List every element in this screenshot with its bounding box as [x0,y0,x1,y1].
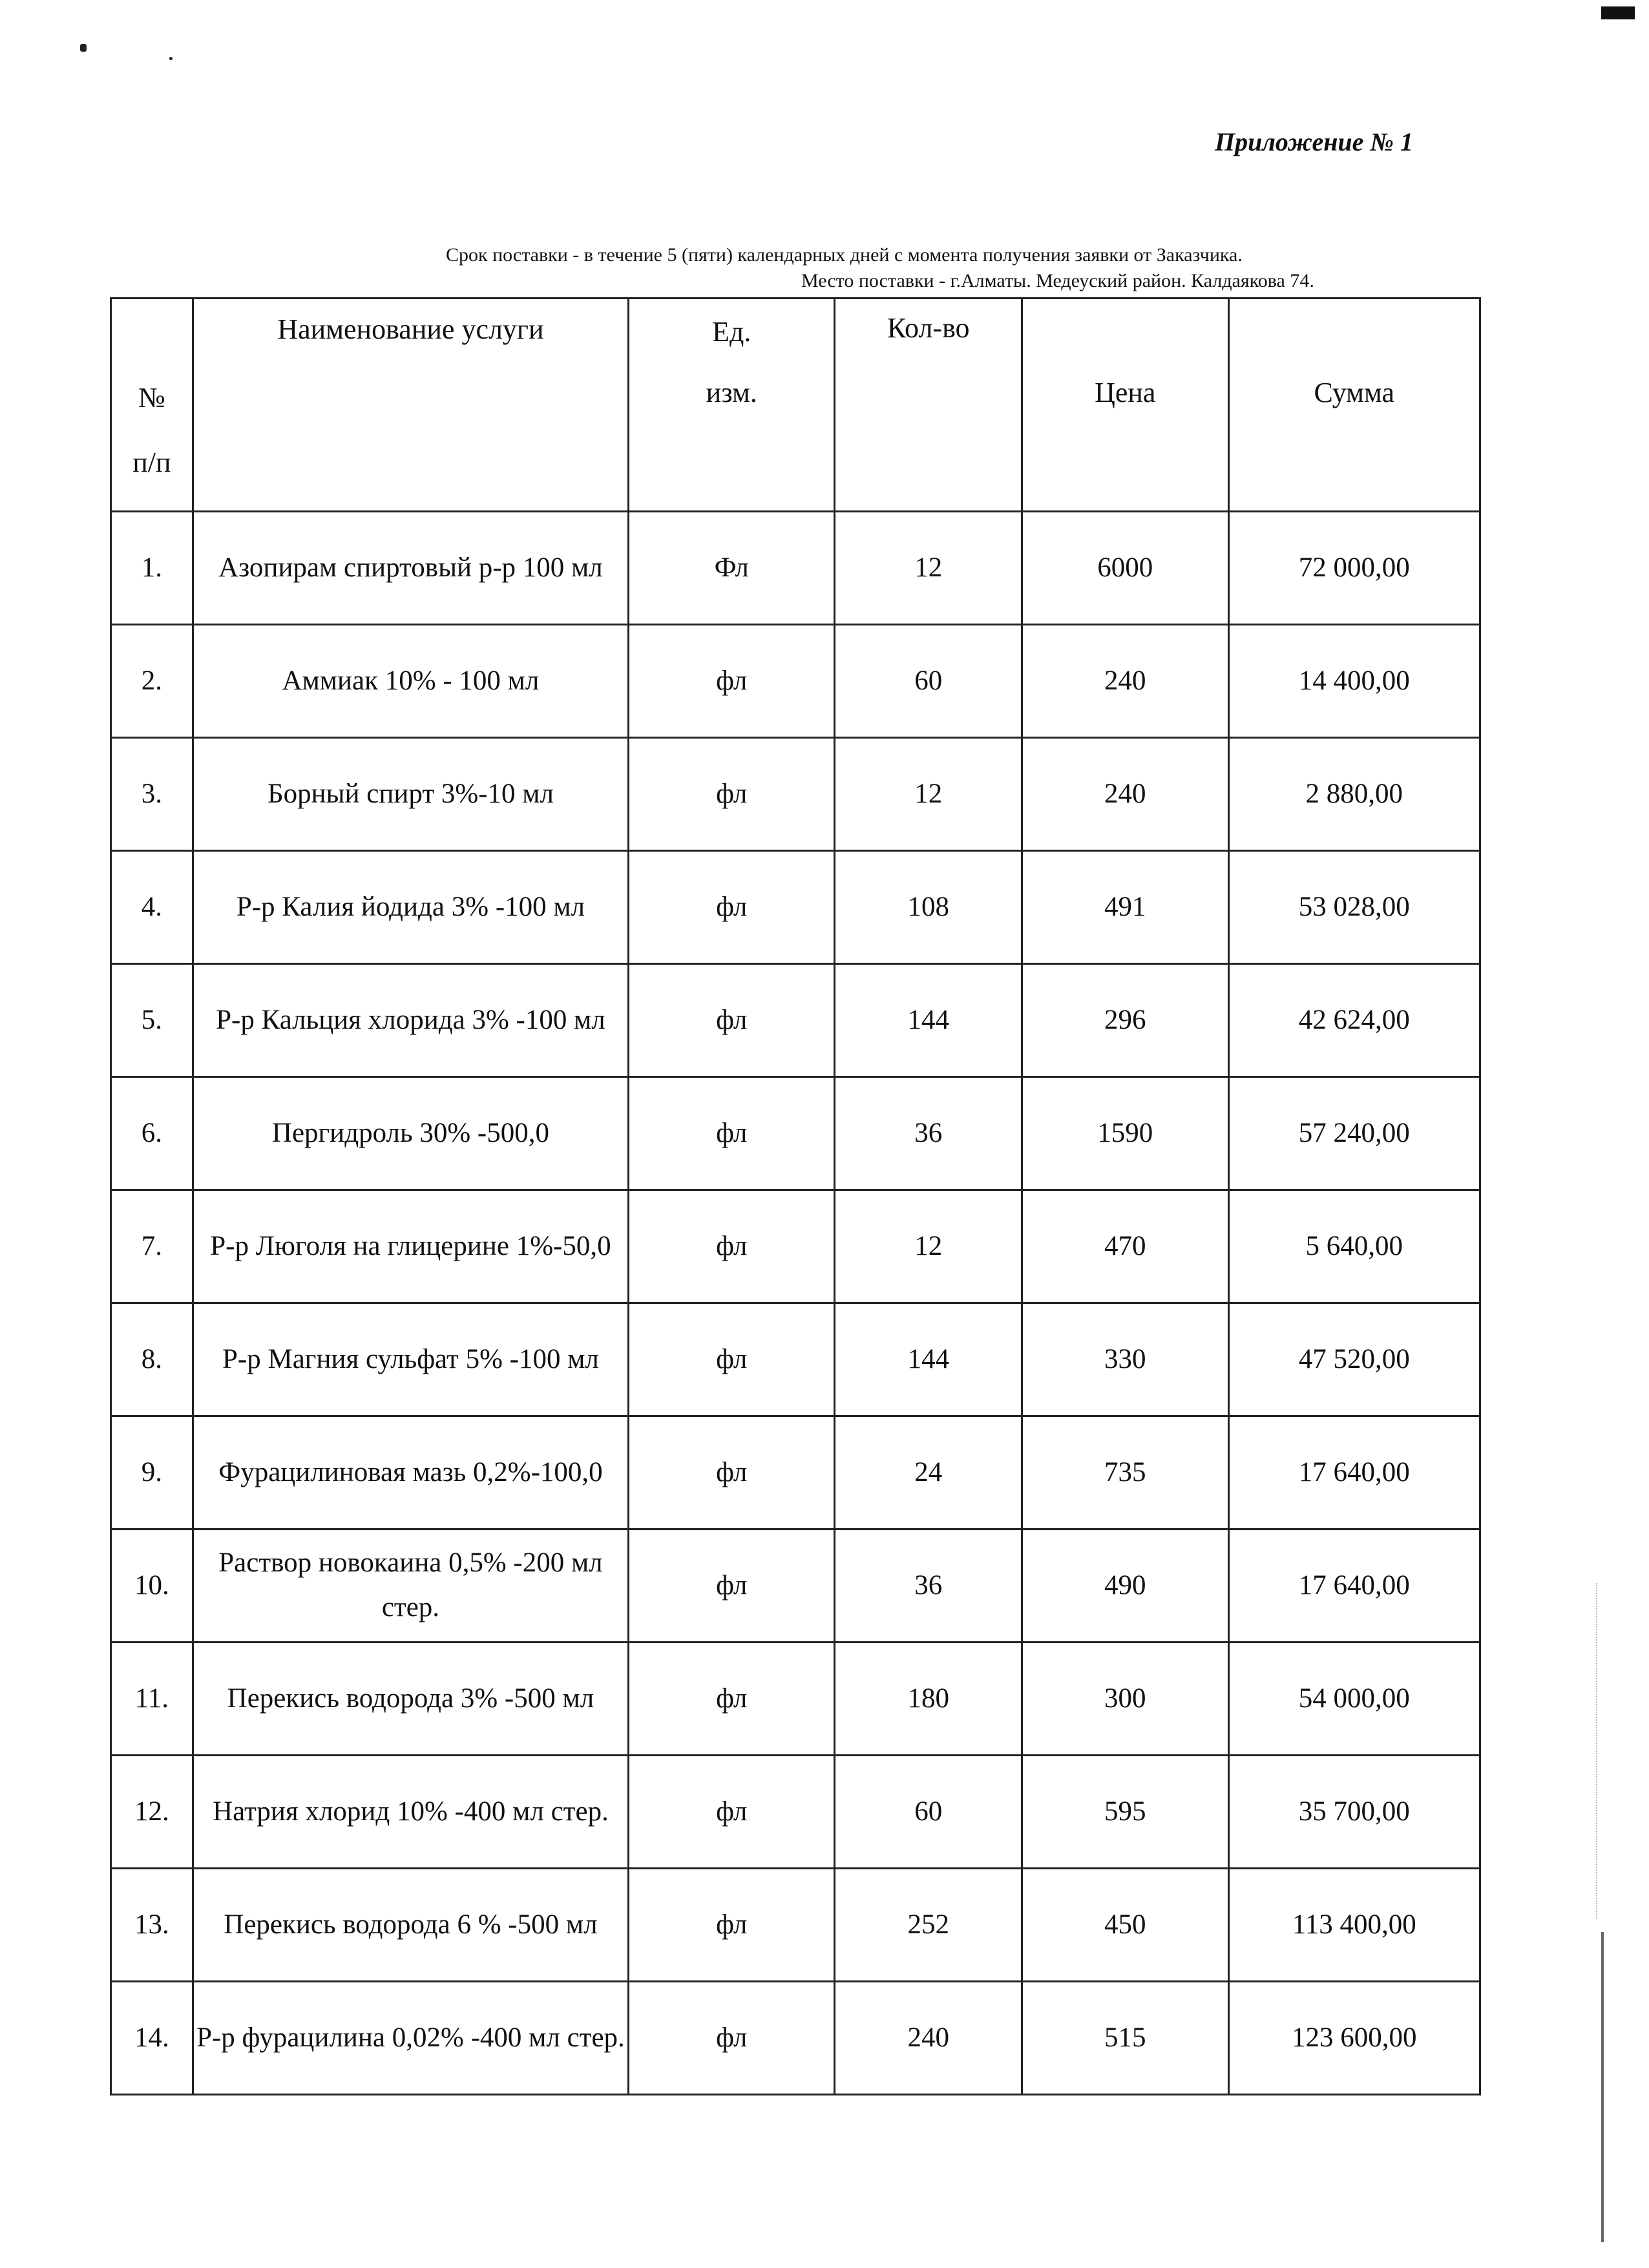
row-name: Борный спирт 3%-10 мл [193,738,628,851]
header-num [111,299,193,512]
row-price: 240 [1022,738,1229,851]
row-num: 1. [111,512,193,625]
row-name: Р-р Люголя на глицерине 1%-50,0 [193,1190,628,1303]
table-row [111,851,1480,964]
header-unit-line1: Ед. [712,316,751,348]
row-price: 735 [1022,1416,1229,1529]
row-price: 296 [1022,964,1229,1077]
row-price: 240 [1022,625,1229,738]
header-qty [835,299,1022,512]
header-name [193,299,628,512]
row-price: 490 [1022,1529,1229,1643]
row-unit: фл [629,1529,835,1643]
row-name: Азопирам спиртовый р-р 100 мл [193,512,628,625]
row-qty: 108 [835,851,1022,964]
row-num: 4. [111,851,193,964]
header-num-line2: п/п [132,446,171,478]
row-name: Р-р Магния сульфат 5% -100 мл [193,1303,628,1416]
row-price: 330 [1022,1303,1229,1416]
row-num: 11. [111,1643,193,1756]
scan-artifact-mark [1601,6,1635,19]
row-sum: 113 400,00 [1228,1869,1480,1982]
table-row [111,1190,1480,1303]
scan-artifact-dot [80,44,87,52]
header-sum-label: Сумма [1314,377,1395,408]
row-qty: 60 [835,625,1022,738]
row-sum: 57 240,00 [1228,1077,1480,1190]
appendix-title: Приложение № 1 [1215,127,1414,156]
row-unit: фл [629,964,835,1077]
row-sum: 5 640,00 [1228,1190,1480,1303]
table-row [111,1529,1480,1643]
table-row [111,1982,1480,2095]
row-price: 300 [1022,1643,1229,1756]
row-qty: 24 [835,1416,1022,1529]
row-num: 12. [111,1756,193,1869]
row-qty: 144 [835,1303,1022,1416]
row-unit: фл [629,1416,835,1529]
row-name: Р-р фурацилина 0,02% -400 мл стер. [193,1982,628,2095]
row-unit: фл [629,1756,835,1869]
row-num: 2. [111,625,193,738]
delivery-term-text: Срок поставки - в течение 5 (пяти) календарных дней с момента получения заявки от Заказчика. [446,244,1243,266]
table-row [111,1643,1480,1756]
header-sum [1228,299,1480,512]
row-qty: 12 [835,512,1022,625]
table-row [111,1303,1480,1416]
row-price: 470 [1022,1190,1229,1303]
row-unit: фл [629,851,835,964]
row-sum: 123 600,00 [1228,1982,1480,2095]
row-price: 595 [1022,1756,1229,1869]
row-sum: 17 640,00 [1228,1529,1480,1643]
row-name: Раствор новокаина 0,5% -200 мл стер. [193,1529,628,1643]
row-unit: фл [629,1077,835,1190]
table-row [111,1077,1480,1190]
row-price: 515 [1022,1982,1229,2095]
row-price: 491 [1022,851,1229,964]
row-qty: 144 [835,964,1022,1077]
row-num: 3. [111,738,193,851]
row-unit: фл [629,1982,835,2095]
row-price: 6000 [1022,512,1229,625]
row-name: Р-р Калия йодида 3% -100 мл [193,851,628,964]
scan-artifact-dot [169,57,173,60]
row-name: Р-р Кальция хлорида 3% -100 мл [193,964,628,1077]
row-name: Натрия хлорид 10% -400 мл стер. [193,1756,628,1869]
table-row [111,1869,1480,1982]
row-sum: 47 520,00 [1228,1303,1480,1416]
header-num-line1: № [138,382,165,414]
row-qty: 252 [835,1869,1022,1982]
row-num: 10. [111,1529,193,1643]
row-qty: 36 [835,1529,1022,1643]
table-header-row [111,299,1480,512]
row-sum: 42 624,00 [1228,964,1480,1077]
row-qty: 36 [835,1077,1022,1190]
row-num: 8. [111,1303,193,1416]
row-qty: 12 [835,1190,1022,1303]
header-unit [629,299,835,512]
row-unit: фл [629,1190,835,1303]
row-sum: 14 400,00 [1228,625,1480,738]
row-sum: 72 000,00 [1228,512,1480,625]
scan-edge-mark [1601,1932,1610,2242]
table-row [111,512,1480,625]
table-row [111,1756,1480,1869]
row-unit: фл [629,1303,835,1416]
row-sum: 54 000,00 [1228,1643,1480,1756]
row-sum: 53 028,00 [1228,851,1480,964]
delivery-place-text: Место поставки - г.Алматы. Медеуский район. Калдаякова 74. [801,270,1314,291]
scan-edge-mark [1596,1583,1599,1919]
table-row [111,625,1480,738]
row-unit: фл [629,1643,835,1756]
header-qty-label: Кол-во [887,312,970,344]
row-sum: 17 640,00 [1228,1416,1480,1529]
row-name: Перекись водорода 3% -500 мл [193,1643,628,1756]
row-name: Аммиак 10% - 100 мл [193,625,628,738]
row-num: 14. [111,1982,193,2095]
header-price-label: Цена [1095,377,1156,408]
goods-table [110,297,1481,2095]
row-num: 6. [111,1077,193,1190]
row-qty: 12 [835,738,1022,851]
row-qty: 240 [835,1982,1022,2095]
row-unit: фл [629,625,835,738]
row-num: 9. [111,1416,193,1529]
row-sum: 2 880,00 [1228,738,1480,851]
row-price: 450 [1022,1869,1229,1982]
header-unit-line2: изм. [706,377,757,408]
row-name: Пергидроль 30% -500,0 [193,1077,628,1190]
row-unit: фл [629,738,835,851]
row-num: 7. [111,1190,193,1303]
row-unit: Фл [629,512,835,625]
row-unit: фл [629,1869,835,1982]
row-num: 13. [111,1869,193,1982]
table-row [111,964,1480,1077]
row-price: 1590 [1022,1077,1229,1190]
header-name-label: Наименование услуги [277,313,544,345]
row-name: Фурацилиновая мазь 0,2%-100,0 [193,1416,628,1529]
row-name: Перекись водорода 6 % -500 мл [193,1869,628,1982]
table-row [111,1416,1480,1529]
row-sum: 35 700,00 [1228,1756,1480,1869]
row-num: 5. [111,964,193,1077]
header-price [1022,299,1229,512]
row-qty: 60 [835,1756,1022,1869]
table-row [111,738,1480,851]
row-qty: 180 [835,1643,1022,1756]
